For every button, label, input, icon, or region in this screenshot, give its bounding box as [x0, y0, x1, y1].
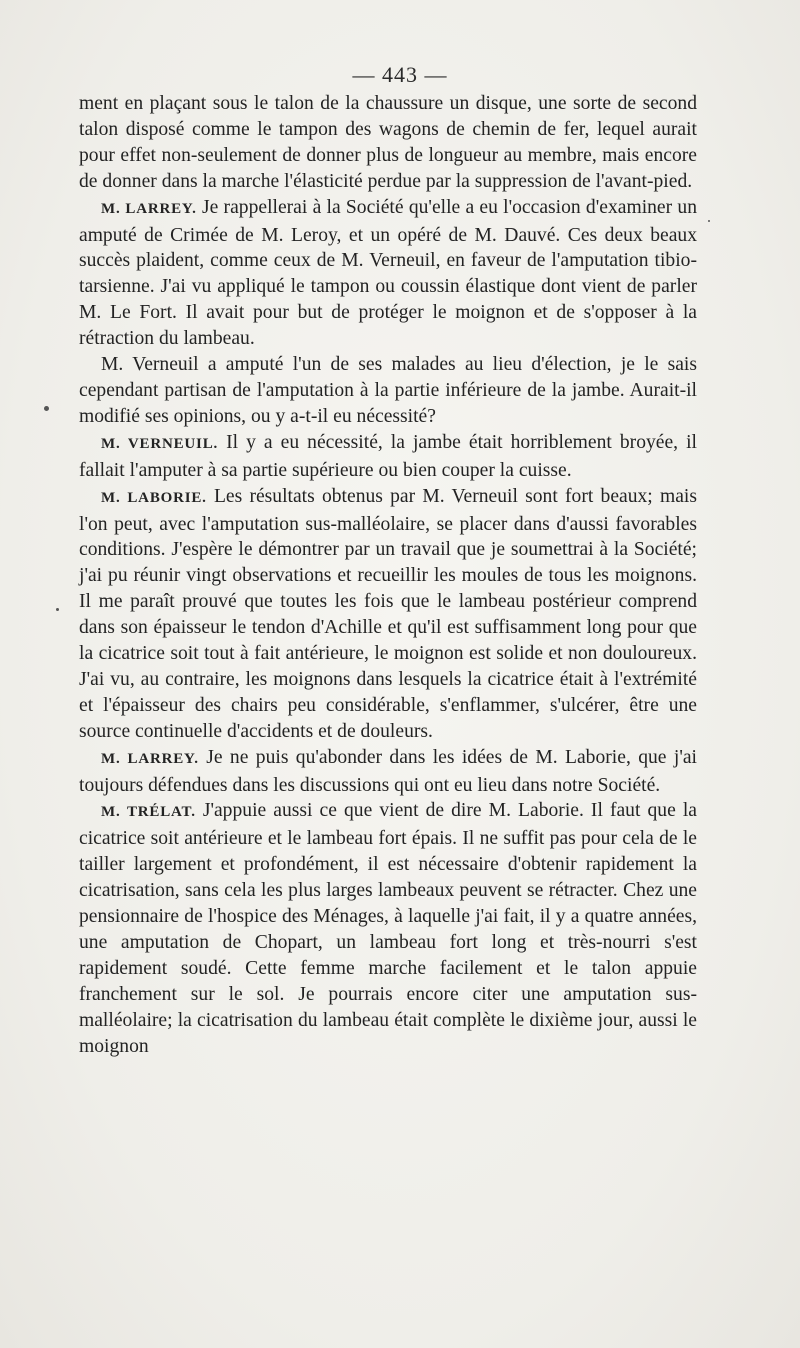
paragraph-text: J'appuie aussi ce que vient de dire M. Laborie. Il faut que la cicatrice soit antérieure et le lambeau fort épais. Il ne suffit pas pour cela de le tailler largement et profondément, il est nécessaire d'obtenir rapidement la cicatrisation, sans cela les plus larges lambeaux peuvent se rétracter. Chez une pensionnaire de l'hospice des Ménages, à laquelle j'ai fait, il y a quatre années, une amputation de Chopart, un lambeau fort long et très-nourri s'est rapidement soudé. Cette femme marche facilement et le talon appuie franchement sur le sol. Je pourrais encore citer une amputation sus-malléolaire; la cicatrisation du lambeau était complète le dixième jour, aussi le moignon	[79, 800, 697, 1057]
paragraph-text: ment en plaçant sous le talon de la chaussure un disque, une sorte de second talon disposé comme le tampon des wagons de chemin de fer, lequel aurait pour effet non-seulement de donner plus de longueur au membre, mais encore de donner dans la marche l'élasticité perdue par la suppression de l'avant-pied.	[79, 93, 697, 192]
ink-speck	[44, 406, 49, 411]
speaker-name: M. VERNEUIL.	[101, 435, 219, 452]
paragraph	[79, 352, 697, 430]
page-number: — 443 —	[352, 62, 448, 87]
paragraph	[79, 484, 697, 745]
paragraph	[79, 798, 697, 1059]
speaker-name: M. LARREY.	[101, 750, 199, 767]
speaker-name: M. LARREY.	[101, 200, 197, 217]
paragraph-text: Je ne puis qu'abonder dans les idées de M. Laborie, que j'ai toujours défendues dans les discussions qui ont eu lieu dans notre Société.	[79, 746, 697, 796]
paragraph	[79, 195, 697, 352]
paragraph	[79, 745, 697, 799]
paragraph-text: Il y a eu nécessité, la jambe était horriblement broyée, il fallait l'amputer à sa partie supérieure ou bien couper la cuisse.	[79, 431, 697, 481]
body-text	[79, 91, 697, 1060]
paragraph-text: M. Verneuil a amputé l'un de ses malades au lieu d'élection, je le sais cependant partisan de l'amputation à la partie inférieure de la jambe. Aurait-il modifié ses opinions, ou y a-t-il eu nécessité?	[79, 354, 697, 427]
ink-speck	[708, 220, 710, 222]
speaker-name: M. LABORIE.	[101, 489, 207, 506]
speaker-name: M. TRÉLAT.	[101, 804, 196, 821]
paragraph-text: Les résultats obtenus par M. Verneuil sont fort beaux; mais l'on peut, avec l'amputation sus-malléolaire, se placer dans d'aussi favorables conditions. J'espère le démontrer par un travail que je soumettrai à la Société; j'ai pu réunir vingt observations et recueillir les moules de tous les moignons. Il me paraît prouvé que toutes les fois que le lambeau postérieur comprend dans son épaisseur le tendon d'Achille et qu'il est suffisamment long pour que la cicatrice soit tout à fait antérieure, le moignon est solide et non douloureux. J'ai vu, au contraire, les moignons dans lesquels la cicatrice était à l'extrémité et l'épaisseur des chairs peu considérable, s'enflammer, s'ulcérer, être une source continuelle d'accidents et de douleurs.	[79, 485, 697, 742]
paragraph	[79, 430, 697, 484]
paragraph-text: Je rappellerai à la Société qu'elle a eu l'occasion d'examiner un amputé de Crimée de M. Leroy, et un opéré de M. Dauvé. Ces deux beaux succès plaident, comme ceux de M. Verneuil, en faveur de l'amputation tibio-tarsienne. J'ai vu appliqué le tampon ou coussin élastique dont vient de parler M. Le Fort. Il avait pour but de protéger le moignon et de s'opposer à la rétraction du lambeau.	[79, 196, 697, 350]
paragraph	[79, 91, 697, 195]
ink-speck	[56, 608, 59, 611]
